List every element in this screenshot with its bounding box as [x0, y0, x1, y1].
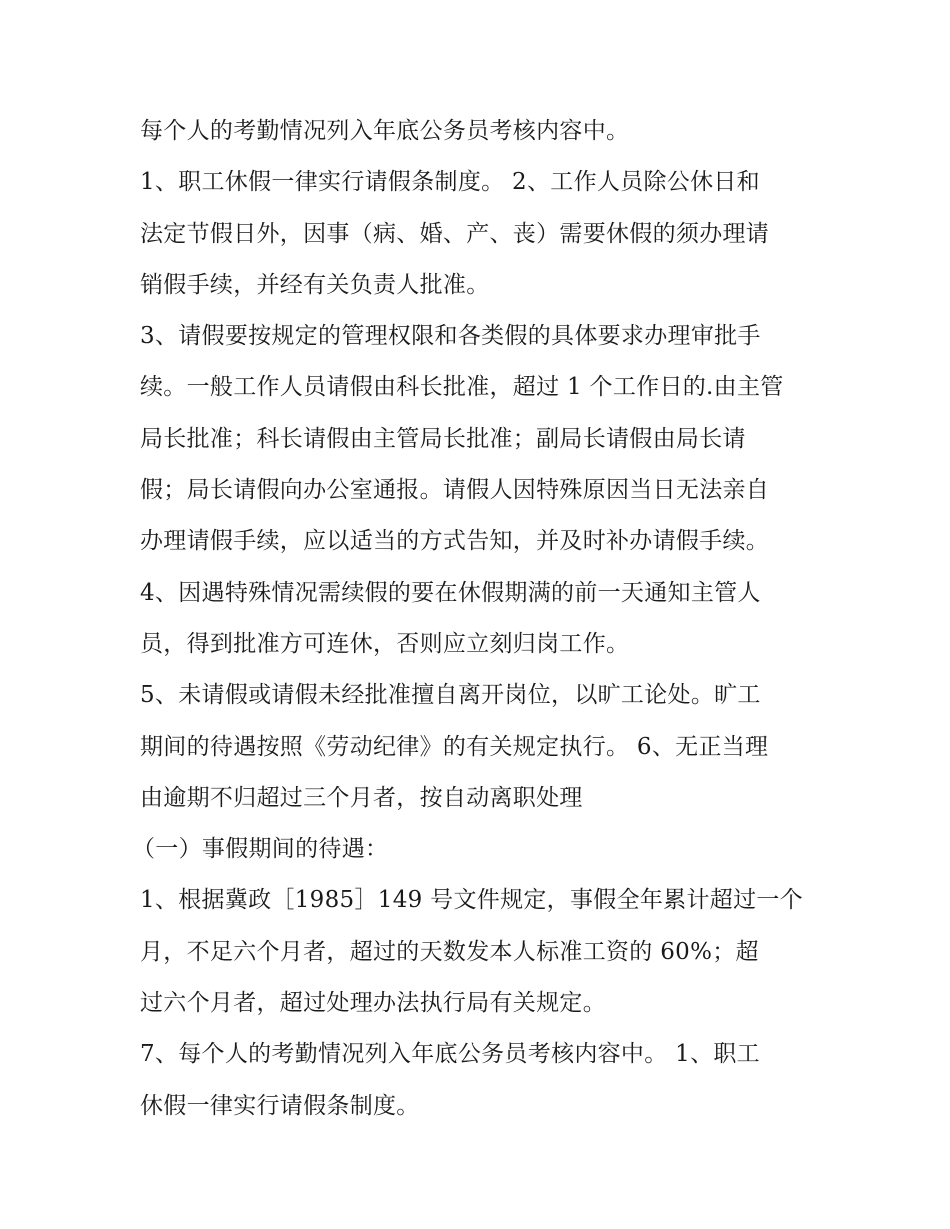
text-line: 法定节假日外，因事（病、婚、产、丧）需要休假的须办理请 [140, 220, 770, 247]
paragraph-rule-5-6 [140, 670, 820, 824]
text-line: 销假手续，并经有关负责人批准。 [140, 271, 490, 298]
text-line: 月，不足六个月者，超过的天数发本人标准工资的 60%；超 [140, 938, 759, 965]
text-line: 员，得到批准方可连休，否则应立刻归岗工作。 [140, 630, 630, 657]
paragraph-rule-4 [140, 568, 820, 671]
text-line: 7、每个人的考勤情况列入年底公务员考核内容中。 1、职工 [140, 1041, 760, 1068]
text-line: 局长批准；科长请假由主管局长批准；副局长请假由局长请 [140, 425, 746, 452]
text-line: 每个人的考勤情况列入年底公务员考核内容中。 [140, 118, 630, 144]
text-line: 假；局长请假向办公室通报。请假人因特殊原因当日无法亲自 [140, 477, 770, 504]
text-line: 1、根据冀政［1985］149 号文件规定，事假全年累计超过一个 [140, 887, 803, 914]
paragraph-rule-1-2 [140, 157, 820, 311]
text-line: 期间的待遇按照《劳动纪律》的有关规定执行。 6、无正当理 [140, 733, 769, 760]
text-line: 1、职工休假一律实行请假条制度。 2、工作人员除公休日和 [140, 169, 760, 196]
text-line: 4、因遇特殊情况需续假的要在休假期满的前一天通知主管人 [140, 579, 761, 606]
text-line: 由逾期不归超过三个月者，按自动离职处理 [140, 784, 583, 811]
text-line: 5、未请假或请假未经批准擅自离开岗位，以旷工论处。旷工 [140, 682, 761, 709]
section-heading-personal-leave [132, 824, 820, 875]
paragraph-rule-3 [140, 311, 820, 567]
text-line: 休假一律实行请假条制度。 [140, 1092, 420, 1119]
text-line: 办理请假手续，应以适当的方式告知，并及时补办请假手续。 [140, 528, 770, 555]
paragraph-personal-leave-1 [140, 875, 820, 1029]
text-line: 3、请假要按规定的管理权限和各类假的具体要求办理审批手 [140, 323, 761, 350]
document-body [132, 106, 820, 1132]
text-line: （一）事假期间的待遇： [132, 836, 389, 863]
paragraph-rule-7 [140, 1029, 820, 1132]
text-line: 过六个月者，超过处理办法执行局有关规定。 [140, 990, 606, 1017]
paragraph-intro [140, 106, 820, 157]
text-line: 续。一般工作人员请假由科长批准，超过 1 个工作日的.由主管 [140, 374, 784, 401]
